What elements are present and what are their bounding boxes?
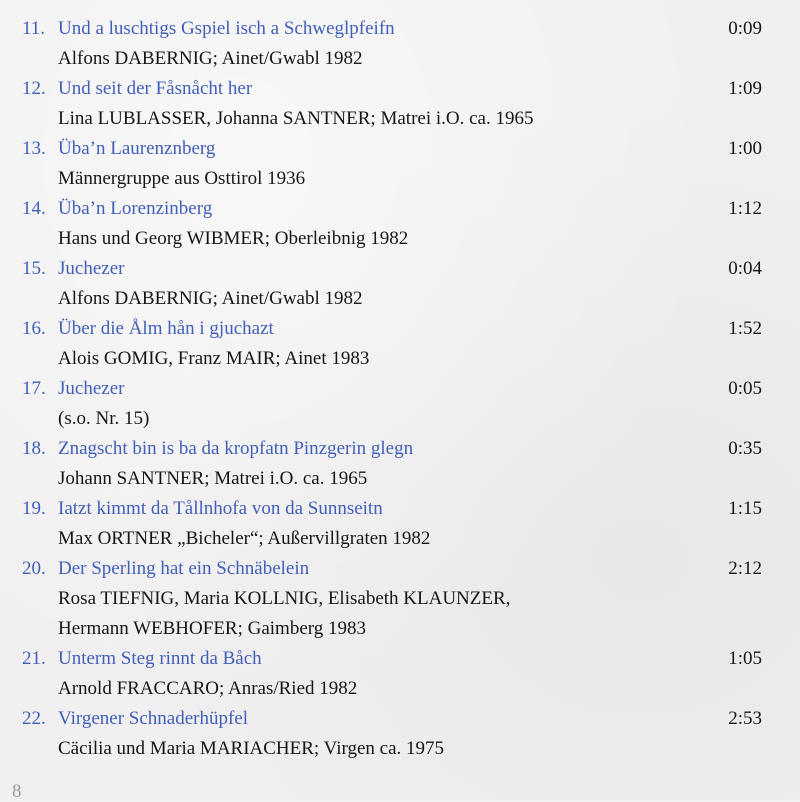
track-number: 19. (22, 498, 46, 519)
track-number: 12. (22, 78, 46, 99)
track-performers: Cäcilia und Maria MARIACHER; Virgen ca. 1975 (58, 738, 445, 759)
track-number: 16. (22, 318, 46, 339)
track-title: Und seit der Fåsnåcht her (58, 78, 253, 99)
track-title-line (0, 374, 800, 404)
track-performers-line (0, 524, 800, 554)
track-performers: Arnold FRACCARO; Anras/Ried 1982 (58, 678, 358, 699)
track-performers-line (0, 164, 800, 194)
track-title-line (0, 644, 800, 674)
track-title: Unterm Steg rinnt da Båch (58, 648, 262, 669)
track-title-line (0, 494, 800, 524)
track-number: 17. (22, 378, 46, 399)
track-duration: 0:35 (728, 438, 762, 459)
track-performers-line (0, 104, 800, 134)
track-performers: Lina LUBLASSER, Johanna SANTNER; Matrei i.O. ca. 1965 (58, 108, 534, 129)
track-number: 22. (22, 708, 46, 729)
track-number: 13. (22, 138, 46, 159)
track-title: Znagscht bin is ba da kropfatn Pinzgerin glegn (58, 438, 414, 459)
track-title: Üba’n Lorenzinberg (58, 198, 213, 219)
track-duration: 2:12 (728, 558, 762, 579)
track-title: Der Sperling hat ein Schnäbelein (58, 558, 310, 579)
track-performers-line (0, 614, 800, 644)
track-duration: 0:09 (728, 18, 762, 39)
track-duration: 1:15 (728, 498, 762, 519)
track-duration: 1:52 (728, 318, 762, 339)
track-title-line (0, 134, 800, 164)
page-number: 8 (12, 781, 22, 802)
track-duration: 1:12 (728, 198, 762, 219)
track-number: 20. (22, 558, 46, 579)
track-number: 11. (22, 18, 46, 39)
track-performers: Max ORTNER „Bicheler“; Außervillgraten 1982 (58, 528, 431, 549)
track-title: Juchezer (58, 378, 125, 399)
track-duration: 1:05 (728, 648, 762, 669)
track-performers-line (0, 734, 800, 764)
track-performers: Alois GOMIG, Franz MAIR; Ainet 1983 (58, 348, 370, 369)
track-title-line (0, 554, 800, 584)
track-duration: 1:00 (728, 138, 762, 159)
track-performers-line (0, 404, 800, 434)
track-performers-line (0, 674, 800, 704)
track-performers: Alfons DABERNIG; Ainet/Gwabl 1982 (58, 48, 363, 69)
track-list (0, 14, 800, 764)
track-performers-line (0, 44, 800, 74)
track-title-line (0, 74, 800, 104)
track-performers: Alfons DABERNIG; Ainet/Gwabl 1982 (58, 288, 363, 309)
track-title-line (0, 194, 800, 224)
track-performers-line (0, 344, 800, 374)
track-number: 15. (22, 258, 46, 279)
track-performers-line (0, 284, 800, 314)
track-title: Und a luschtigs Gspiel isch a Schweglpfeifn (58, 18, 395, 39)
track-performers: Rosa TIEFNIG, Maria KOLLNIG, Elisabeth KLAUNZER, (58, 588, 511, 609)
track-title-line (0, 704, 800, 734)
track-duration: 0:05 (728, 378, 762, 399)
track-performers: (s.o. Nr. 15) (58, 408, 150, 429)
track-duration: 1:09 (728, 78, 762, 99)
track-title: Iatzt kimmt da Tållnhofa von da Sunnseitn (58, 498, 383, 519)
track-title-line (0, 14, 800, 44)
track-number: 18. (22, 438, 46, 459)
track-performers-line (0, 464, 800, 494)
track-performers: Hans und Georg WIBMER; Oberleibnig 1982 (58, 228, 409, 249)
track-performers: Johann SANTNER; Matrei i.O. ca. 1965 (58, 468, 368, 489)
track-title-line (0, 434, 800, 464)
track-number: 14. (22, 198, 46, 219)
track-duration: 0:04 (728, 258, 762, 279)
track-title-line (0, 254, 800, 284)
track-duration: 2:53 (728, 708, 762, 729)
track-title-line (0, 314, 800, 344)
track-title: Juchezer (58, 258, 125, 279)
track-title: Virgener Schnaderhüpfel (58, 708, 249, 729)
track-performers: Männergruppe aus Osttirol 1936 (58, 168, 306, 189)
track-performers: Hermann WEBHOFER; Gaimberg 1983 (58, 618, 367, 639)
track-number: 21. (22, 648, 46, 669)
track-title: Über die Ålm hån i gjuchazt (58, 318, 274, 339)
track-performers-line (0, 224, 800, 254)
track-performers-line (0, 584, 800, 614)
track-title: Üba’n Laurenznberg (58, 138, 216, 159)
